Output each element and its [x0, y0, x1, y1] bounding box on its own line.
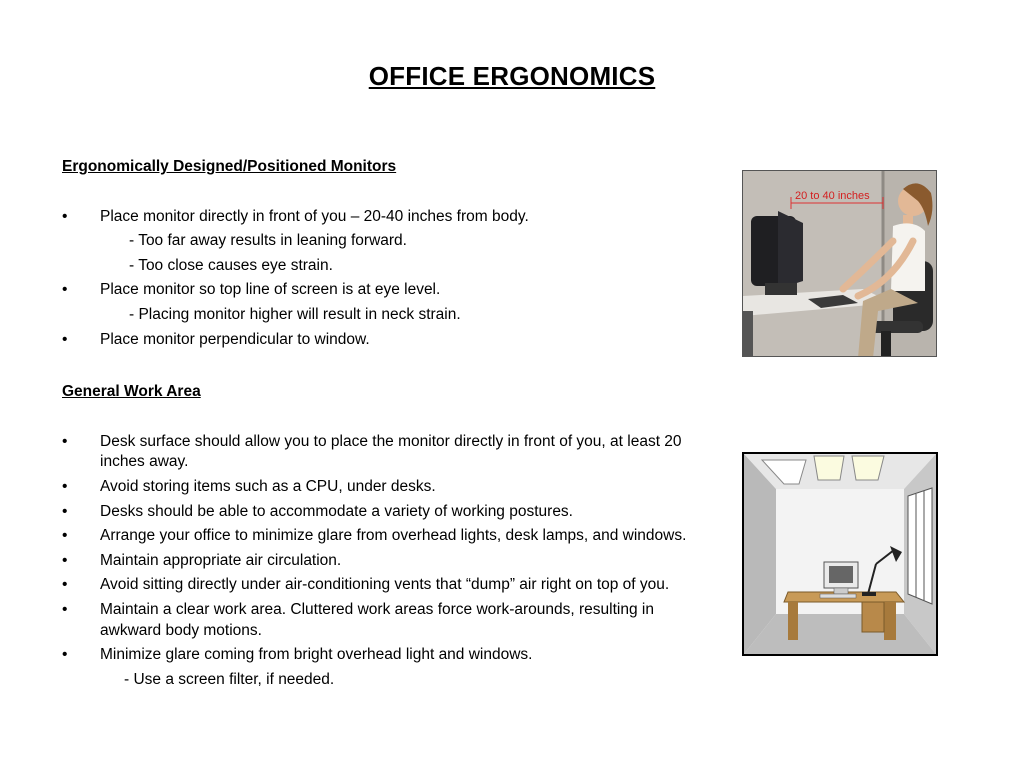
bullet-marker: •: [62, 646, 68, 664]
section-heading-monitors: Ergonomically Designed/Positioned Monitors: [62, 158, 397, 175]
office-room-illustration: [742, 452, 938, 656]
office-room-illustration-icon: [744, 454, 936, 654]
bullet-text: Desks should be able to accommodate a variety of working postures.: [100, 502, 573, 520]
bullet-marker: •: [62, 281, 68, 299]
section-heading-work-area: General Work Area: [62, 383, 201, 401]
bullet-marker: •: [62, 207, 68, 225]
bullet-marker: •: [62, 330, 68, 348]
bullet-marker: •: [62, 600, 68, 618]
distance-label: 20 to 40 inches: [795, 190, 870, 202]
bullet-marker: •: [62, 477, 68, 495]
bullet-text: Arrange your office to minimize glare from overhead lights, desk lamps, and windows.: [100, 527, 687, 545]
bullet-item: [62, 207, 702, 228]
bullet-text: Avoid storing items such as a CPU, under desks.: [100, 477, 436, 495]
slide-body: [62, 157, 702, 694]
bullet-text: Maintain appropriate air circulation.: [100, 551, 342, 569]
bullet-text: Place monitor directly in front of you – 20-40 inches from body.: [100, 207, 529, 225]
bullet-text: Place monitor so top line of screen is at eye level.: [100, 281, 441, 299]
bullet-text: Place monitor perpendicular to window.: [100, 330, 370, 348]
bullet-text: Desk surface should allow you to place the monitor directly in front of you, at least 20 inches away.: [100, 432, 682, 471]
woman-at-monitor-photo-icon: [743, 171, 937, 357]
bullet-marker: •: [62, 432, 68, 450]
slide-title: OFFICE ERGONOMICS: [368, 61, 656, 91]
bullet-marker: •: [62, 551, 68, 569]
bullet-item: [62, 645, 702, 666]
bullet-text: Minimize glare coming from bright overhead light and windows.: [100, 646, 533, 664]
work-area-list: [62, 432, 702, 691]
bullet-item: [62, 526, 702, 547]
bullet-item: [62, 477, 702, 498]
monitor-distance-photo: [742, 170, 937, 357]
bullet-item: [62, 551, 702, 572]
sub-bullet-text: - Use a screen filter, if needed.: [124, 670, 335, 688]
monitors-list: [62, 207, 702, 351]
bullet-item: [62, 600, 702, 641]
bullet-item: [62, 575, 702, 596]
bullet-item: [62, 432, 702, 473]
bullet-marker: •: [62, 576, 68, 594]
bullet-text: Maintain a clear work area. Cluttered work areas force work-arounds, resulting in awkward body motions.: [100, 600, 654, 639]
sub-bullet-text: - Too close causes eye strain.: [129, 256, 333, 274]
bullet-item: [62, 502, 702, 523]
bullet-text: Avoid sitting directly under air-conditioning vents that “dump” air right on top of you.: [100, 576, 670, 594]
bullet-item: [62, 280, 702, 301]
bullet-item: [62, 330, 702, 351]
bullet-marker: •: [62, 502, 68, 520]
bullet-marker: •: [62, 527, 68, 545]
sub-bullet-text: - Placing monitor higher will result in neck strain.: [129, 305, 461, 323]
sub-bullet-text: - Too far away results in leaning forward.: [129, 232, 407, 250]
